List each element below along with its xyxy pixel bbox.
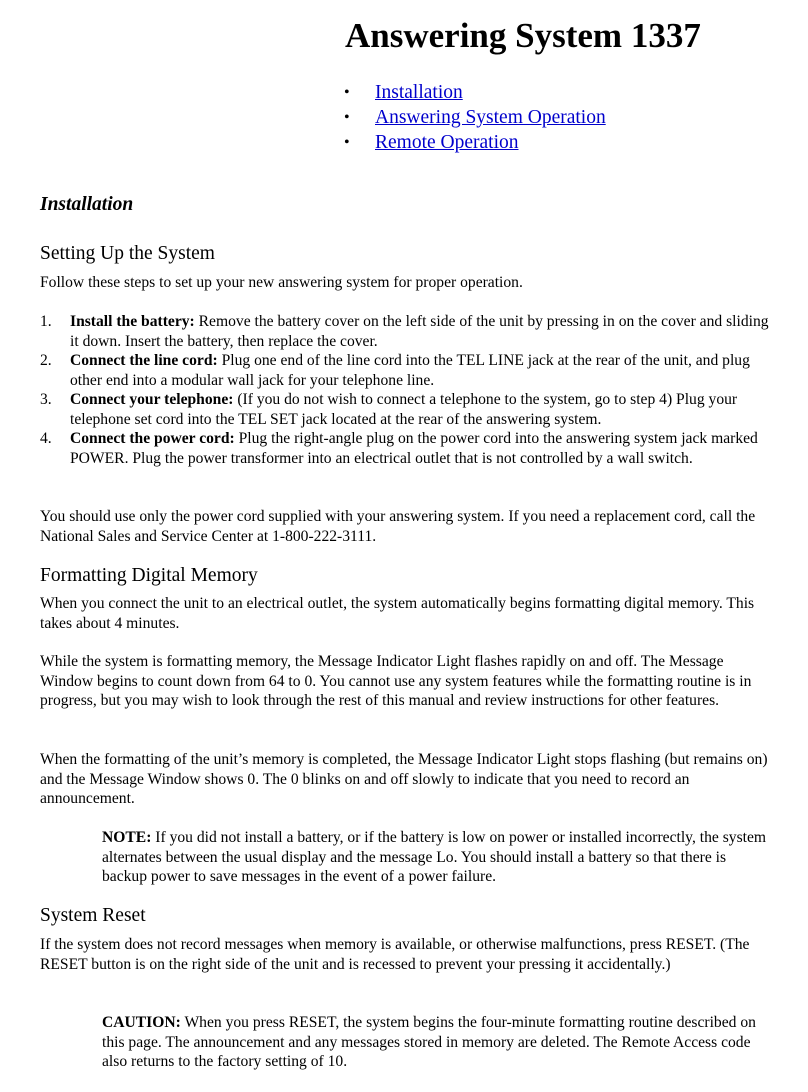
formatting-paragraph-2: While the system is formatting memory, the Message Indicator Light flashes rapidly on and off. The Message Window begins to count down from 64 to 0. You cannot use any system features while the formatting routine is in progress, but you may wish to look through the rest of this manual and review instructions for other features.: [40, 653, 752, 709]
toc-item-installation: [340, 80, 606, 105]
note-label: NOTE:: [102, 829, 152, 846]
step-text: (If you do not wish to connect a telephone to the system, go to step 4) Plug your telephone set cord into the TEL SET jack located at the rear of the answering system.: [70, 391, 738, 428]
bullet-icon: •: [344, 109, 350, 126]
step-number: 2.: [40, 352, 52, 369]
step-text: Remove the battery cover on the left side of the unit by pressing in on the cover and sliding it down. Insert the battery, then replace the cover.: [70, 313, 769, 350]
setup-step: [40, 390, 775, 429]
step-label: Connect the power cord:: [70, 430, 235, 447]
step-text: Plug one end of the line cord into the TEL LINE jack at the rear of the unit, and plug other end into a modular wall jack for your telephone line.: [70, 352, 750, 389]
setup-step: [40, 312, 775, 351]
subheading-system-reset: System Reset: [40, 905, 146, 926]
step-label: Connect your telephone:: [70, 391, 234, 408]
step-label: Connect the line cord:: [70, 352, 218, 369]
subheading-formatting: Formatting Digital Memory: [40, 565, 258, 586]
toc-link-remote-operation[interactable]: Remote Operation: [375, 132, 519, 153]
subheading-setting-up: Setting Up the System: [40, 243, 215, 264]
step-text: Plug the right-angle plug on the power cord into the answering system jack marked POWER. Plug the power transformer into an electrical outlet that is not controlled by a wall switch.: [70, 430, 758, 467]
bullet-icon: •: [344, 84, 350, 101]
step-number: 1.: [40, 313, 52, 330]
document-title: Answering System 1337: [345, 16, 701, 55]
setup-intro: Follow these steps to set up your new answering system for proper operation.: [40, 274, 523, 291]
caution-text: When you press RESET, the system begins the four-minute formatting routine described on this page. The announcement and any messages stored in memory are deleted. The Remote Access code also returns to the factory setting of 10.: [102, 1014, 756, 1070]
caution-label: CAUTION:: [102, 1014, 181, 1031]
toc-link-installation[interactable]: Installation: [375, 82, 463, 103]
formatting-paragraph-3: When the formatting of the unit’s memory is completed, the Message Indicator Light stops flashing (but remains on) and the Message Window shows 0. The 0 blinks on and off slowly to indicate that you need to record an announcement.: [40, 751, 768, 807]
formatting-paragraph-1: When you connect the unit to an electrical outlet, the system automatically begins formatting digital memory. This takes about 4 minutes.: [40, 595, 755, 632]
toc-item-remote-operation: [340, 130, 606, 155]
note-text: If you did not install a battery, or if the battery is low on power or installed incorrectly, the system alternates between the usual display and the message Lo. You should install a battery so that there is backup power to save messages in the event of a power failure.: [102, 829, 767, 885]
reset-paragraph: If the system does not record messages when memory is available, or otherwise malfunctions, press RESET. (The RESET button is on the right side of the unit and is recessed to prevent your pressing it accidentally.): [40, 936, 750, 973]
bullet-icon: •: [344, 134, 350, 151]
step-label: Install the battery:: [70, 313, 195, 330]
table-of-contents: [340, 80, 606, 155]
power-cord-note: You should use only the power cord supplied with your answering system. If you need a replacement cord, call the National Sales and Service Center at 1-800-222-3111.: [40, 508, 756, 545]
toc-item-answering-system-operation: [340, 105, 606, 130]
toc-link-answering-system-operation[interactable]: Answering System Operation: [375, 107, 606, 128]
setup-steps-list: [40, 312, 775, 468]
step-number: 4.: [40, 430, 52, 447]
note-block: [102, 828, 772, 887]
section-heading-installation: Installation: [40, 194, 134, 215]
setup-step: [40, 351, 775, 390]
setup-step: [40, 429, 775, 468]
caution-block: [102, 1013, 772, 1072]
step-number: 3.: [40, 391, 52, 408]
